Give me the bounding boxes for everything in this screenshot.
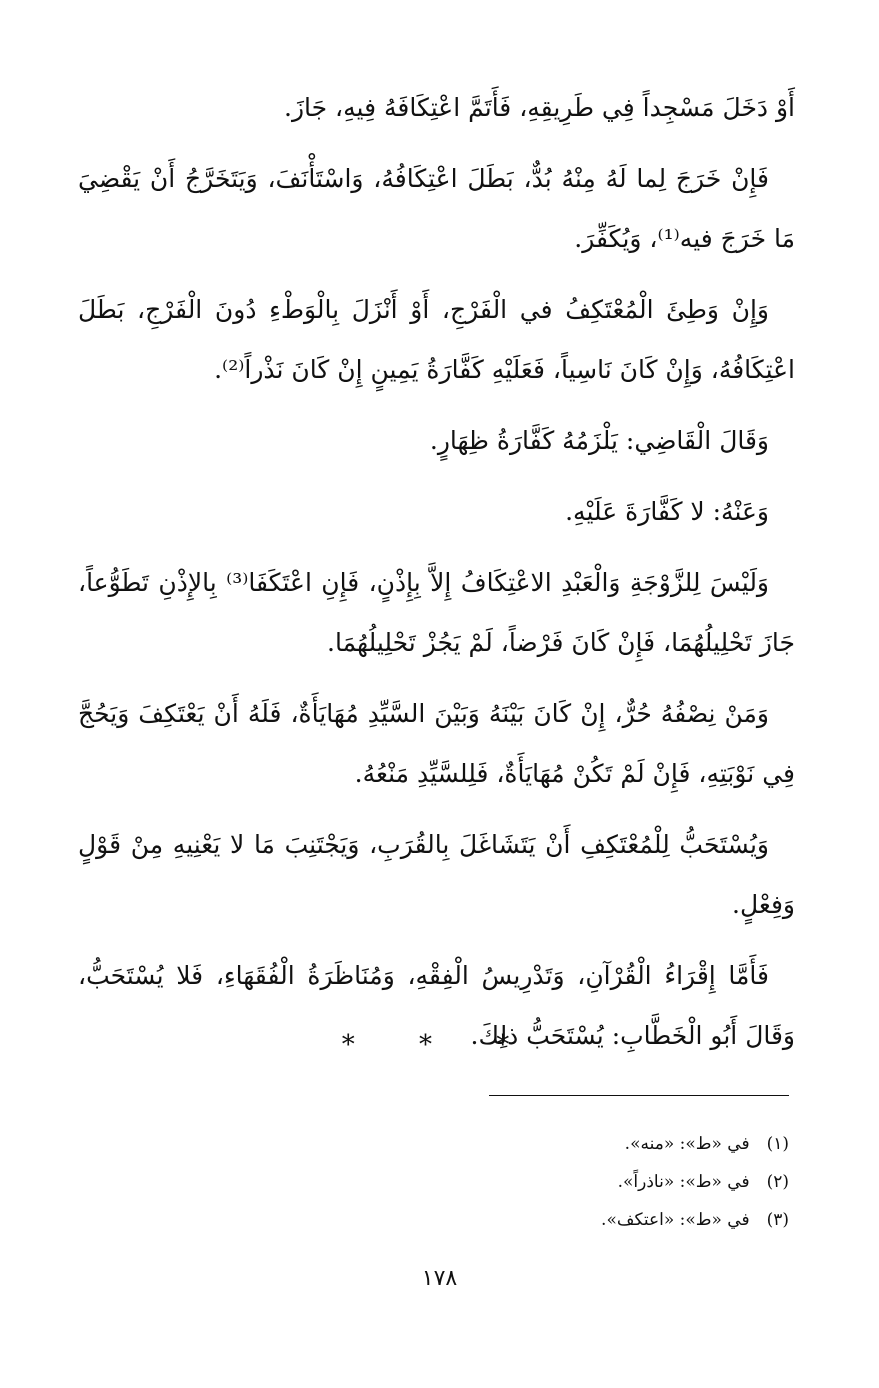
paragraph-6: وَلَيْسَ لِلزَّوْجَةِ وَالْعَبْدِ الاعْتِكَافُ إِلاَّ بِإِذْنٍ، فَإِنِ اعْتَكَفَا⁽³⁾ بِالإِذْنِ تَطَوُّعاً، جَازَ تَحْلِيلُهُمَا، فَإِنْ كَانَ فَرْضاً، لَمْ يَجُزْ تَحْلِيلُهُمَا. — [78, 568, 795, 657]
paragraph-3: وَإِنْ وَطِئَ الْمُعْتَكِفُ في الْفَرْجِ، أَوْ أَنْزَلَ بِالْوَطْءِ دُونَ الْفَرْجِ، بَطَلَ اعْتِكَافُهُ، وَإِنْ كَانَ نَاسِياً، فَعَلَيْهِ كَفَّارَةُ يَمِينٍ إِنْ كَانَ نَذْراً⁽²⁾. — [78, 295, 795, 384]
footnote-number: (٢) — [766, 1172, 789, 1192]
footnote — [369, 1201, 789, 1239]
paragraph-1: أَوْ دَخَلَ مَسْجِداً فِي طَرِيقِهِ، فَأَتَمَّ اعْتِكَافَهُ فِيهِ، جَازَ. — [284, 93, 795, 122]
footnote — [369, 1125, 789, 1163]
footnote-text: في «ط»: «منه». — [624, 1134, 750, 1154]
page-number: ١٧٨ — [421, 1266, 458, 1291]
footnote-number: (٣) — [766, 1210, 789, 1230]
section-separator: * * * — [341, 1030, 538, 1060]
footnote-text: في «ط»: «ناذراً». — [617, 1172, 750, 1192]
paragraph-4: وَقَالَ الْقَاضِي: يَلْزَمُهُ كَفَّارَةُ ظِهَارٍ. — [429, 426, 769, 455]
paragraph-9: فَأَمَّا إِقْرَاءُ الْقُرْآنِ، وَتَدْرِيسُ الْفِقْهِ، وَمُنَاظَرَةُ الْفُقَهَاءِ، فَلا يُسْتَحَبُّ، وَقَالَ أَبُو الْخَطَّابِ: يُسْتَحَبُّ ذلِكَ. — [78, 961, 795, 1050]
paragraph-2: فَإِنْ خَرَجَ لِما لَهُ مِنْهُ بُدٌّ، بَطَلَ اعْتِكَافُهُ، وَاسْتَأْنَفَ، وَيَتَخَرَّجُ أَنْ يَقْضِيَ مَا خَرَجَ فيه⁽¹⁾، وَيُكَفِّرَ. — [78, 164, 795, 253]
main-text — [78, 78, 795, 1077]
footnote-text: في «ط»: «اعتكف». — [601, 1210, 750, 1230]
footnote-divider — [489, 1095, 789, 1096]
footnote — [369, 1163, 789, 1201]
footnote-number: (١) — [766, 1134, 789, 1154]
paragraph-5: وَعَنْهُ: لا كَفَّارَةَ عَلَيْهِ. — [565, 497, 769, 526]
footnotes — [369, 1125, 789, 1239]
paragraph-7: وَمَنْ نِصْفُهُ حُرٌّ، إِنْ كَانَ بَيْنَهُ وَبَيْنَ السَّيِّدِ مُهَايَأَةٌ، فَلَهُ أَنْ يَعْتَكِفَ وَيَحُجَّ فِي نَوْبَتِهِ، فَإِنْ لَمْ تَكُنْ مُهَايَأَةٌ، فَلِلسَّيِّدِ مَنْعُهُ. — [78, 699, 795, 788]
paragraph-8: وَيُسْتَحَبُّ لِلْمُعْتَكِفِ أَنْ يَتَشَاغَلَ بِالقُرَبِ، وَيَجْتَنِبَ مَا لا يَعْنِيهِ مِنْ قَوْلٍ وَفِعْلٍ. — [78, 830, 795, 919]
